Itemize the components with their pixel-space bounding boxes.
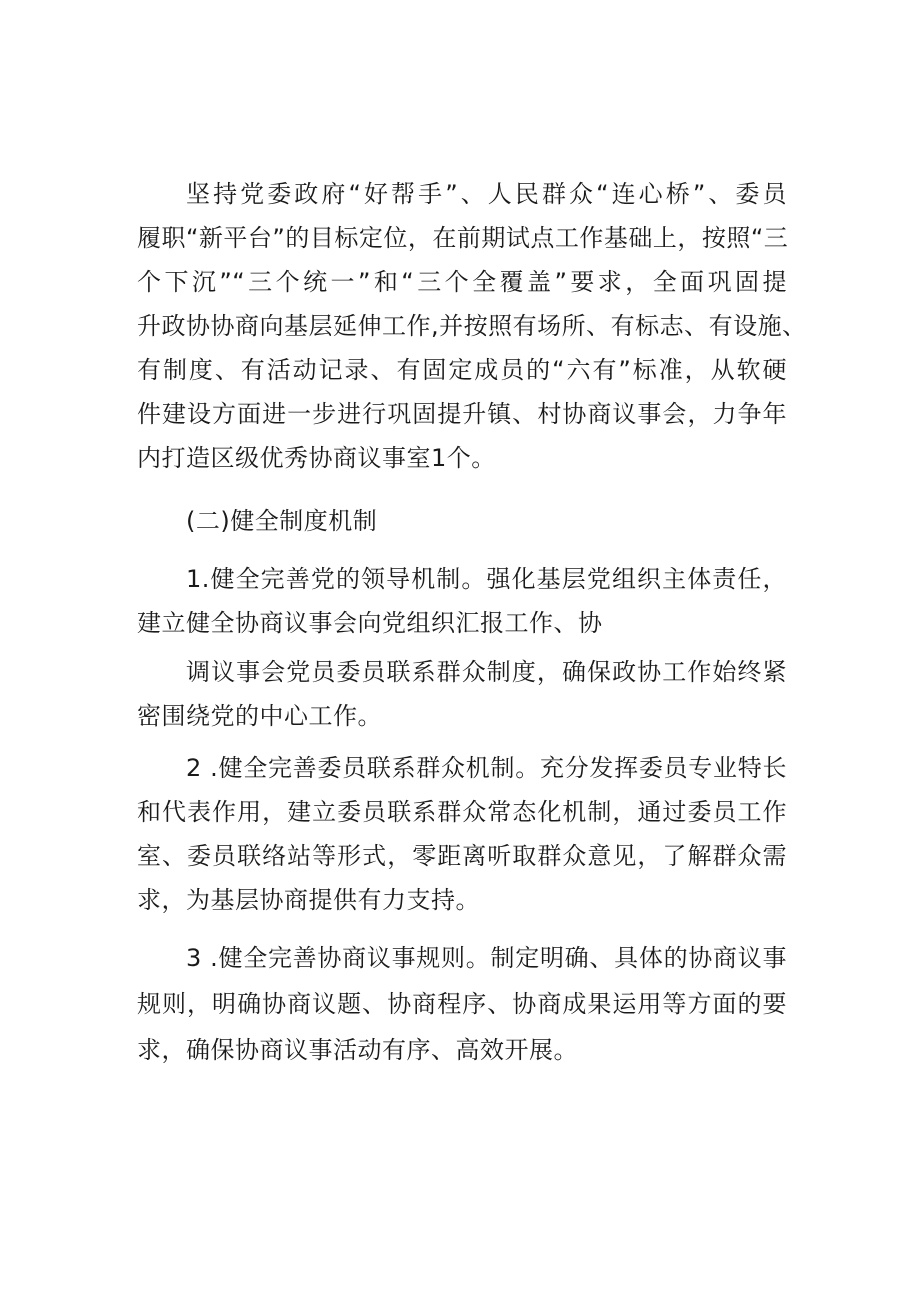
paragraph-6-line-3: 求，确保协商议事活动有序、高效开展。 [137,1036,578,1064]
paragraph-3-line-2: 建立健全协商议事会向党组织汇报工作、协 [137,609,603,637]
paragraph-5-line-2: 和代表作用，建立委员联系群众常态化机制，通过委员工作 [137,798,787,826]
paragraph-1-line-4: 升政协协商向基层延伸工作,并按照有场所、有标志、有设施、 [137,312,807,340]
paragraph-1-line-6: 件建设方面进一步进行巩固提升镇、村协商议事会，力争年 [137,400,787,428]
paragraph-5-line-3: 室、委员联络站等形式，零距离听取群众意见，了解群众需 [137,842,787,870]
paragraph-1-line-5: 有制度、有活动记录、有固定成员的“六有”标准，从软硬 [137,356,787,384]
paragraph-6-line-2: 规则，明确协商议题、协商程序、协商成果运用等方面的要 [137,990,787,1018]
paragraph-3-line-1: 1.健全完善党的领导机制。强化基层党组织主体责任， [186,565,787,593]
paragraph-1-line-1: 坚持党委政府“好帮手”、人民群众“连心桥”、委员 [186,180,787,208]
paragraph-6-line-1: 3 .健全完善协商议事规则。制定明确、具体的协商议事 [186,944,787,972]
paragraph-1-line-2: 履职“新平台”的目标定位，在前期试点工作基础上，按照“三 [137,224,789,252]
paragraph-1-line-7: 内打造区级优秀协商议事室1个。 [137,444,496,472]
paragraph-1-line-3: 个下沉”“三个统一”和“三个全覆盖”要求，全面巩固提 [137,268,787,296]
paragraph-5-line-4: 求，为基层协商提供有力支持。 [137,886,480,914]
section-heading: (二)健全制度机制 [186,507,378,535]
paragraph-4-line-2: 密围绕党的中心工作。 [137,702,382,730]
paragraph-5-line-1: 2 .健全完善委员联系群众机制。充分发挥委员专业特长 [186,754,787,782]
paragraph-4-line-1: 调议事会党员委员联系群众制度，确保政协工作始终紧 [186,658,787,686]
